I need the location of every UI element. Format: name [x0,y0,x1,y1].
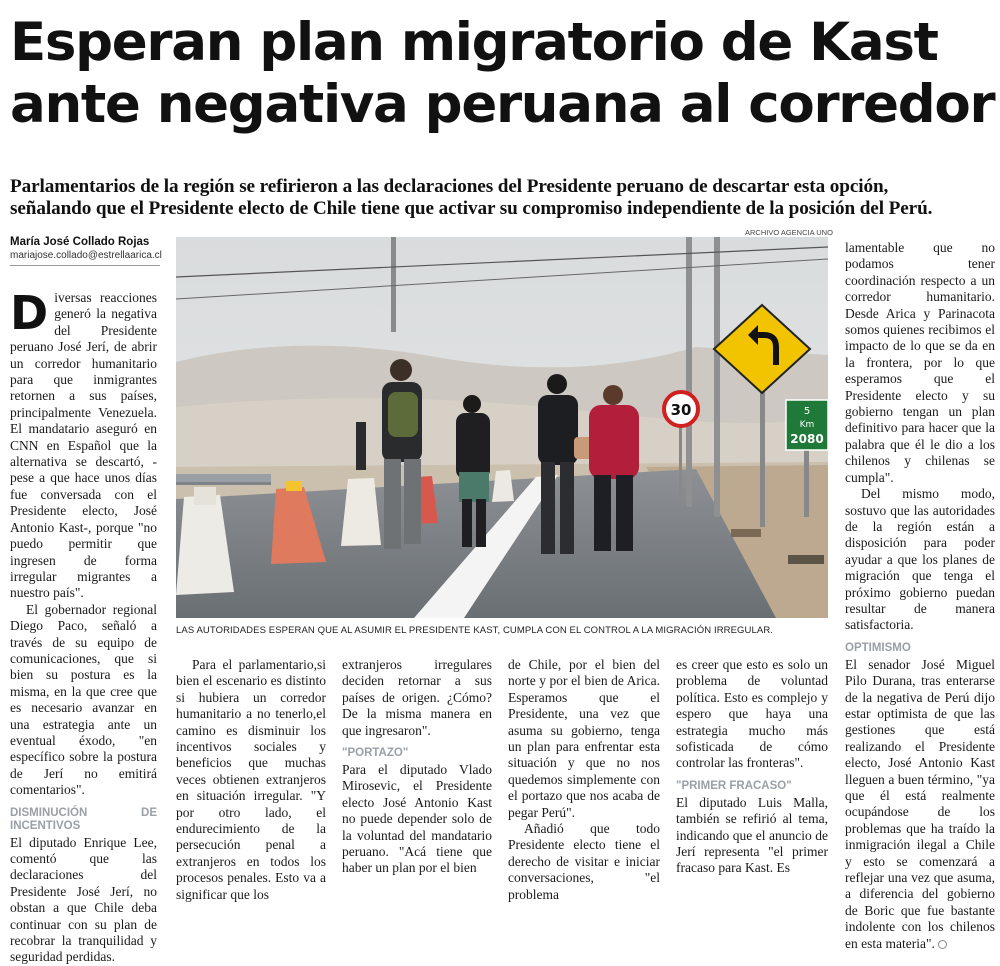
byline [10,236,160,266]
article-column-1 [10,286,157,966]
paragraph: lamentable que no podamos tener coordinación respecto a un corredor humanitario. Desde Arica y Parinacota somos quienes recibimos el impacto de lo que se da en la frontera, por lo que esperamos que el Presidente electo y su gobierno tengan un plan definitivo para hacer que la palabra que él le dio a los chilenos y chilenas se cumpla". [845,240,995,485]
paragraph: Para el diputado Vlado Mirosevic, el Presidente electo José Antonio Kast no puede depender solo de la voluntad del mandatario peruano. "Acá tiene que haber un plan por el bien [342,762,492,876]
article-column-4 [508,657,660,903]
paragraph: de Chile, por el bien del norte y por el bien de Arica. Esperamos que el Presidente, una vez que asuma su gobierno, tenga un plan para enfrentar esta situación y que no nos quedemos simplemente con el portazo que nos acaba de pegar Perú". [508,657,660,820]
article-column-2 [176,657,326,903]
photo-credit: ARCHIVO AGENCIA UNO [745,228,833,237]
subhead-primer-fracaso: "PRIMER FRACASO" [676,779,792,792]
article-column-5 [676,657,828,877]
speed-sign-text: 30 [670,401,692,419]
km-sign-top: 5 [803,406,811,417]
paragraph: El diputado Luis Malla, también se refirió al tema, indicando que el anuncio de Jerí representa "el primer fracaso para Kast. Es [676,794,828,876]
article-column-6 [845,240,995,952]
paragraph [10,286,157,602]
subhead-portazo: "PORTAZO" [342,747,409,760]
paragraph: Para el parlamentario,si bien el escenario es distinto si hubiera un corredor humanitario a no tenerlo,el camino es disminuir los incentivos sociales y beneficios que muchas veces obtienen extranjeros en situación irregular. "Y por otro lado, el endurecimiento de la persecución penal a extranjeros en todos los procesos penales. Esto va a significar que los [176,657,326,902]
paragraph [845,657,995,952]
km-sign-mid: Km [799,420,815,430]
paragraph-text: El senador José Miguel Pilo Durana, tras enterarse de la negativa de Perú dijo estar optimista de que las gestiones que está realizando el Presidente electo, José Antonio Kast lleguen a buen término, "ya que él está realmente ocupándose de los problemas que ha traído la inmigración ilegal a Chile y esto se comenzará a reflejar una vez que asuma, a diferencia del gobierno de Boric que fue bastante indolente con los chilenos en esta materia". [845,656,995,951]
subhead-incentivos: DISMINUCIÓN DE INCENTIVOS [10,806,157,832]
paragraph: es creer que esto es solo un problema de voluntad política. Esto es complejo y espero que haya una estrategia mucho más sofisticada de cómo controlar las fronteras". [676,657,828,771]
author-name: María José Collado Rojas [10,236,150,248]
paragraph: extranjeros irregulares deciden retornar a sus países de origen. ¿Cómo? De la misma manera en que ingresaron". [342,657,492,738]
author-email[interactable]: mariajose.collado@estrellaarica.cl [10,250,162,261]
paragraph: Del mismo modo, sostuvo que las autoridades de la región están a disposición para poder ayudar a que los planes de migración que tenga el próximo gobierno puedan resultar de manera satisfactoria. [845,486,995,633]
km-sign-bottom: 2080 [790,432,824,446]
paragraph-text: iversas reacciones generó la negativa del Presidente peruano José Jerí, de abrir un corredor humanitario para que inmigrantes retornen a sus países, principalmente Venezuela. El mandatario aseguró en CNN en Español que la alternativa se descartó, -pese a que hace unos días fue conversada con el Presidente electo, José Antonio Kast-, porque "no puedo permitir que ingresen de forma irregular migrantes a nuestro país". [10,290,157,601]
headline-line-2: ante negativa peruana al corredor [10,74,995,135]
article-column-3 [342,657,492,877]
headline-line-1: Esperan plan migratorio de Kast [10,12,938,73]
lead-line-1: Parlamentarios de la región se refirieron a las declaraciones del Presidente peruano de descartar esta opción, [10,176,889,197]
lead-paragraph [10,176,995,220]
end-of-article-icon [938,940,947,949]
paragraph: El gobernador regional Diego Paco, señaló a través de su equipo de comunicaciones, que si bien su postura es la misma, en la que cree que es necesario avanzar en una estrategia ante un eventual éxodo, "en específico sobre la postura de Jerí no emitirá comentarios". [10,601,157,798]
drop-cap: D [10,286,49,340]
headline [10,12,995,136]
photo-caption: LAS AUTORIDADES ESPERAN QUE AL ASUMIR EL PRESIDENTE KAST, CUMPLA CON EL CONTROL A LA MIGRACIÓN IRREGULAR. [176,625,774,636]
paragraph: Añadió que todo Presidente electo tiene el derecho de visitar e iniciar conversaciones, "el problema [508,821,660,902]
subhead-optimismo: OPTIMISMO [845,641,911,654]
byline-divider [10,265,160,266]
photo-illustration [176,237,828,618]
paragraph: El diputado Enrique Lee, comentó que las declaraciones del Presidente José Jerí, no obstan a que Chile deba continuar con su plan de recobrar la tranquilidad y seguridad perdidas. [10,834,157,965]
article-photo [176,237,828,618]
lead-line-2: señalando que el Presidente electo de Chile tiene que activar su compromiso independiente de la posición del Perú. [10,198,933,219]
